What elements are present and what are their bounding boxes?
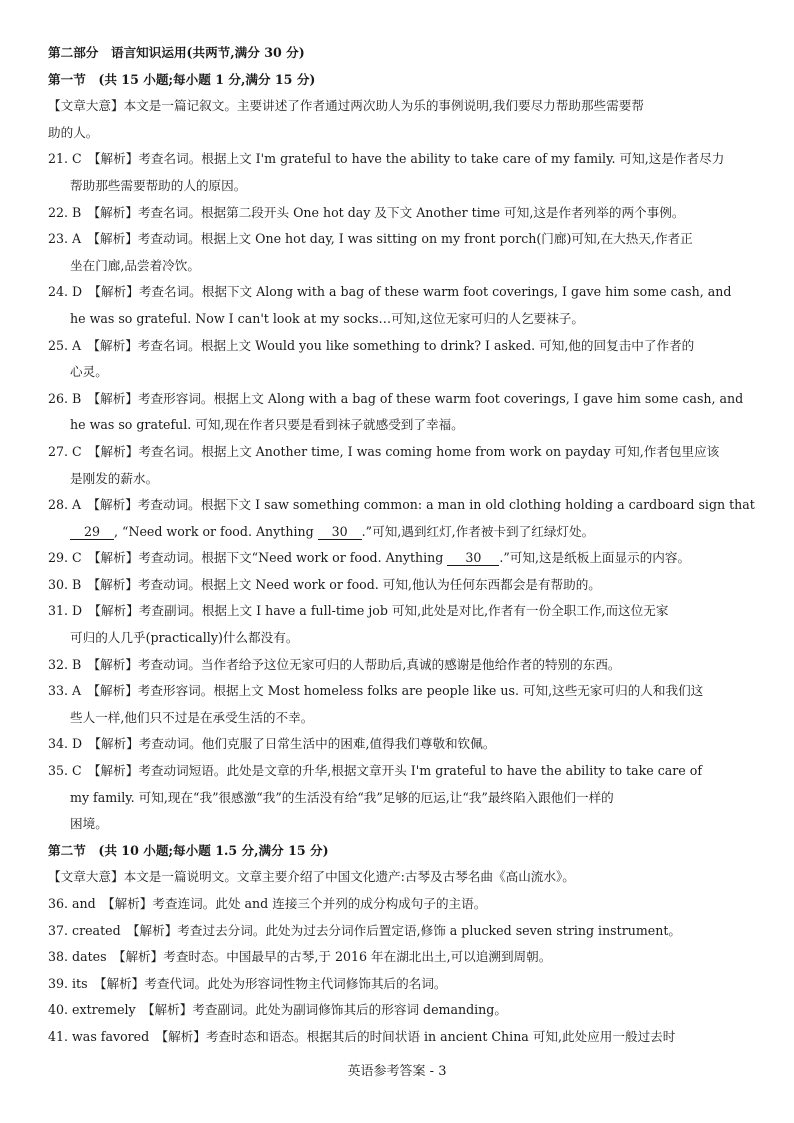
answer-28-tail: .”可知,遇到红灯,作者被卡到了红绿灯处。 bbox=[361, 523, 595, 539]
answer-29-tail: .”可知,这是纸板上面显示的内容。 bbox=[499, 550, 691, 566]
answer-37: 37. created 【解析】考查过去分词。此处为过去分词作后置定语,修饰 a plucked seven string instrument。 bbox=[48, 922, 681, 938]
answer-21-cont: 帮助那些需要帮助的人的原因。 bbox=[70, 177, 247, 193]
blank-30: 30 bbox=[318, 524, 362, 540]
answer-38: 38. dates 【解析】考查时态。中国最早的古琴,于 2016 年在湖北出土,可以追溯到周朝。 bbox=[48, 949, 552, 965]
section1-summary: 【文章大意】本文是一篇记叙文。主要讲述了作者通过两次助人为乐的事例说明,我们要尽力帮助那些需要帮 bbox=[48, 98, 644, 114]
answer-26: 26. B 【解析】考查形容词。根据上文 Along with a bag of these warm foot coverings, I gave him some cash, and bbox=[48, 390, 744, 406]
answer-40: 40. extremely 【解析】考查副词。此处为副词修饰其后的形容词 demanding。 bbox=[48, 1002, 507, 1018]
answer-39: 39. its 【解析】考查代词。此处为形容词性物主代词修饰其后的名词。 bbox=[48, 975, 447, 991]
answer-32: 32. B 【解析】考查动词。当作者给予这位无家可归的人帮助后,真诚的感谢是他给作者的特别的东西。 bbox=[48, 656, 621, 672]
blank-29: 29 bbox=[70, 524, 114, 540]
answer-31: 31. D 【解析】考查副词。根据上文 I have a full-time job 可知,此处是对比,作者有一份全职工作,而这位无家 bbox=[48, 603, 669, 619]
answer-27-cont: 是刚发的薪水。 bbox=[70, 470, 159, 486]
answer-35-cont: my family. 可知,现在“我”很感激“我”的生活没有给“我”足够的厄运,让“我”最终陷入跟他们一样的 bbox=[70, 789, 614, 805]
answer-33-cont: 些人一样,他们只不过是在承受生活的不幸。 bbox=[70, 709, 314, 725]
answer-25-cont: 心灵。 bbox=[70, 364, 108, 380]
page-footer: 英语参考答案 - 3 bbox=[347, 1064, 447, 1079]
answer-34: 34. D 【解析】考查动词。他们克服了日常生活中的困难,值得我们尊敬和钦佩。 bbox=[48, 736, 496, 752]
answer-35-cont2: 困境。 bbox=[70, 816, 108, 832]
answer-27: 27. C 【解析】考查名词。根据上文 Another time, I was coming home from work on payday 可知,作者包里应该 bbox=[48, 443, 720, 459]
answer-23: 23. A 【解析】考查动词。根据上文 One hot day, I was sitting on my front porch(门廊)可知,在大热天,作者正 bbox=[48, 231, 693, 247]
answer-22: 22. B 【解析】考查名词。根据第二段开头 One hot day 及下文 Another time 可知,这是作者列举的两个事例。 bbox=[48, 204, 685, 220]
answer-31-cont: 可归的人几乎(practically)什么都没有。 bbox=[70, 630, 299, 646]
answer-35: 35. C 【解析】考查动词短语。此处是文章的升华,根据文章开头 I'm grateful to have the ability to take care of bbox=[48, 763, 702, 779]
answer-28: 28. A 【解析】考查动词。根据下文 I saw something common: a man in old clothing holding a cardboard sign that bbox=[48, 497, 755, 513]
answer-28-cont bbox=[48, 519, 748, 546]
answer-26-cont: he was so grateful. 可知,现在作者只要是看到袜子就感受到了幸福。 bbox=[70, 417, 464, 433]
answer-41: 41. was favored 【解析】考查时态和语态。根据其后的时间状语 in ancient China 可知,此处应用一般过去时 bbox=[48, 1028, 676, 1044]
page-content bbox=[48, 40, 755, 1051]
answer-29-blank: 30 bbox=[447, 550, 499, 566]
answer-30: 30. B 【解析】考查动词。根据上文 Need work or food. 可知,他认为任何东西都会是有帮助的。 bbox=[48, 576, 601, 592]
part-heading: 第二部分 语言知识运用(共两节,满分 30 分) bbox=[48, 45, 305, 60]
answer-29 bbox=[48, 545, 748, 572]
answer-23-cont: 坐在门廊,品尝着冷饮。 bbox=[70, 257, 200, 273]
section2-summary: 【文章大意】本文是一篇说明文。文章主要介绍了中国文化遗产:古琴及古琴名曲《高山流水》。 bbox=[48, 869, 575, 885]
answer-21: 21. C 【解析】考查名词。根据上文 I'm grateful to have the ability to take care of my family. 可知,这是作者尽力 bbox=[48, 151, 725, 167]
answer-28-quote: , “Need work or food. Anything bbox=[114, 523, 318, 539]
answer-24-cont: he was so grateful. Now I can't look at my socks…可知,这位无家可归的人乞要袜子。 bbox=[70, 310, 584, 326]
answer-29-text: 29. C 【解析】考查动词。根据下文“Need work or food. Anything bbox=[48, 550, 448, 566]
section1-summary-cont: 助的人。 bbox=[48, 124, 99, 140]
section1-heading: 第一节 (共 15 小题;每小题 1 分,满分 15 分) bbox=[48, 71, 316, 87]
answer-33: 33. A 【解析】考查形容词。根据上文 Most homeless folks are people like us. 可知,这些无家可归的人和我们这 bbox=[48, 683, 704, 699]
section2-heading: 第二节 (共 10 小题;每小题 1.5 分,满分 15 分) bbox=[48, 842, 329, 858]
answer-25: 25. A 【解析】考查名词。根据上文 Would you like something to drink? I asked. 可知,他的回复击中了作者的 bbox=[48, 337, 695, 353]
answer-36: 36. and 【解析】考查连词。此处 and 连接三个并列的成分构成句子的主语。 bbox=[48, 896, 487, 911]
answer-24: 24. D 【解析】考查名词。根据下文 Along with a bag of these warm foot coverings, I gave him some cash, and bbox=[48, 284, 732, 300]
